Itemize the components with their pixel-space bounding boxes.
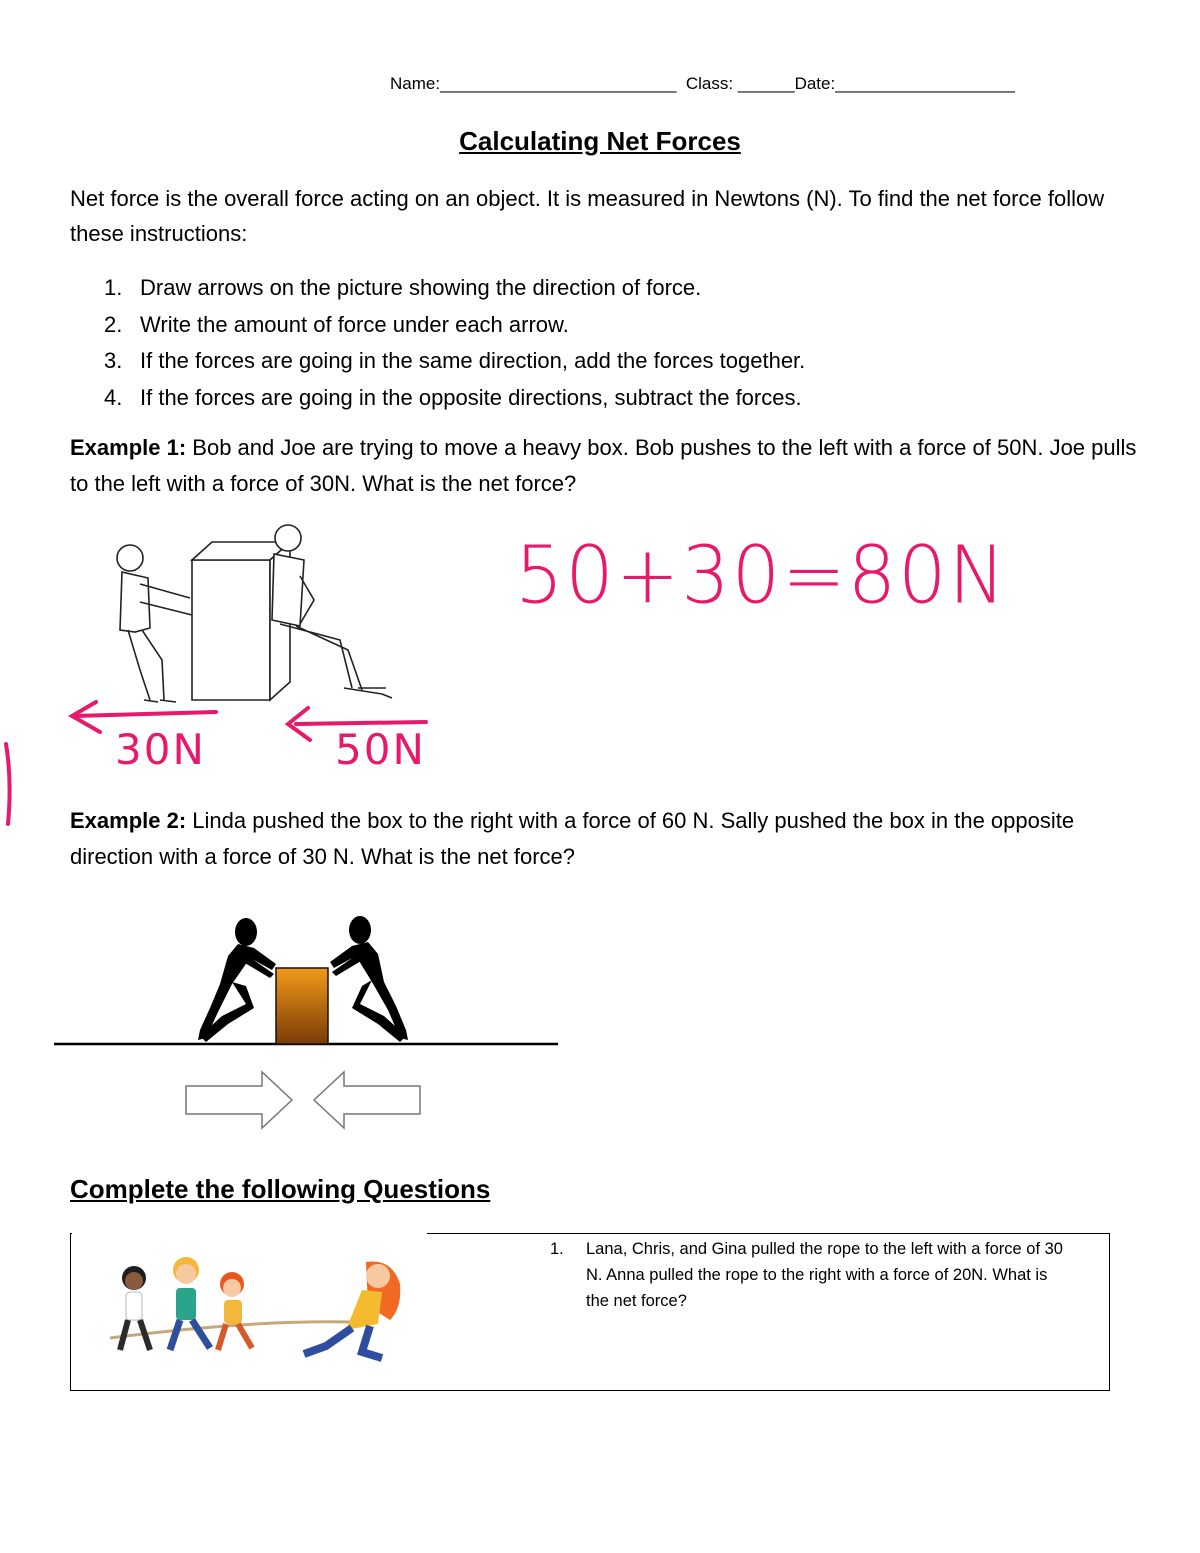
tug-of-war-illustration bbox=[100, 1250, 400, 1365]
box-push-silhouette-illustration bbox=[50, 912, 560, 1137]
example-2-prompt bbox=[70, 803, 1140, 875]
question-text: Lana, Chris, and Gina pulled the rope to the left with a force of 30 N. Anna pulled the rope to the right with a force of 20N. What is the net force? bbox=[586, 1240, 1063, 1310]
instruction-text: Write the amount of force under each arrow. bbox=[140, 311, 569, 337]
instruction-number: 2. bbox=[104, 311, 123, 337]
example-1-text: Bob and Joe are trying to move a heavy box. Bob pushes to the left with a force of 50N. Joe pulls to the left with a force of 30N. What is the net force? bbox=[70, 435, 1137, 496]
left-outline-arrow-icon bbox=[314, 1072, 420, 1128]
intro-paragraph: Net force is the overall force acting on an object. It is measured in Newtons (N). To find the net force follow these instructions: bbox=[70, 186, 1105, 246]
margin-mark bbox=[0, 740, 20, 830]
kid-3 bbox=[218, 1272, 252, 1350]
example-1-prompt bbox=[70, 430, 1140, 502]
instruction-text: If the forces are going in the opposite directions, subtract the forces. bbox=[140, 384, 802, 410]
questions-heading: Complete the following Questions bbox=[70, 1174, 491, 1204]
handwritten-answer: 50+30=80N bbox=[515, 527, 1008, 622]
right-arrow-shaft bbox=[296, 722, 426, 724]
instruction-number: 4. bbox=[104, 384, 123, 410]
orange-box bbox=[276, 968, 328, 1044]
kid-2 bbox=[170, 1257, 210, 1350]
instruction-number: 1. bbox=[104, 275, 123, 300]
girl bbox=[304, 1261, 400, 1358]
example-2-text: Linda pushed the box to the right with a force of 60 N. Sally pushed the box in the opposite direction with a force of 30 N. What is the net force? bbox=[70, 808, 1075, 869]
instruction-list bbox=[70, 270, 1140, 416]
student-info-line: Name:_________________________ Class: ______Date:___________________ bbox=[390, 74, 1015, 93]
box-pushing-illustration bbox=[100, 520, 410, 710]
question-1 bbox=[550, 1236, 1070, 1314]
instruction-text: If the forces are going in the same direction, add the forces together. bbox=[140, 348, 806, 373]
question-box-gap bbox=[72, 1231, 427, 1235]
instruction-item bbox=[70, 307, 1140, 344]
instruction-item bbox=[70, 270, 1140, 307]
instruction-item bbox=[70, 343, 1140, 380]
instruction-number: 3. bbox=[104, 348, 123, 373]
example-2-label: Example 2: bbox=[70, 808, 187, 833]
example-1-label: Example 1: bbox=[70, 435, 187, 460]
instruction-item bbox=[70, 380, 1140, 417]
right-silhouette bbox=[330, 916, 408, 1042]
kid-1 bbox=[120, 1266, 150, 1350]
question-number: 1. bbox=[550, 1240, 564, 1258]
left-arrow-shaft bbox=[74, 712, 216, 716]
instruction-text: Draw arrows on the picture showing the direction of force. bbox=[140, 275, 702, 300]
page-title: Calculating Net Forces bbox=[459, 126, 741, 156]
handwritten-30n: 30N bbox=[115, 725, 206, 774]
handwritten-50n: 50N bbox=[335, 725, 426, 774]
left-silhouette bbox=[198, 918, 276, 1042]
right-outline-arrow-icon bbox=[186, 1072, 292, 1128]
